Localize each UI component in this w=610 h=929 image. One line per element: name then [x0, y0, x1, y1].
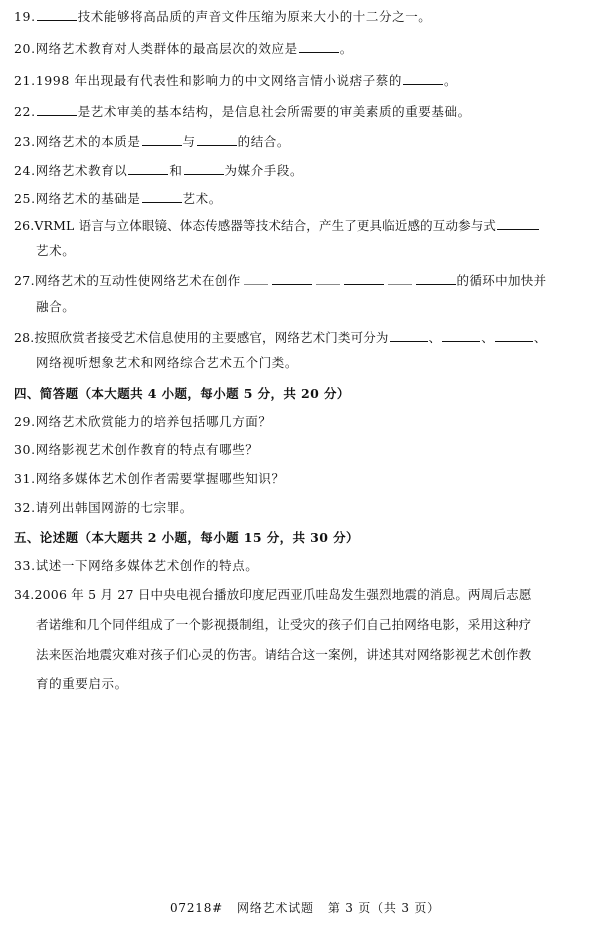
question-27-continued: 融合。	[36, 299, 76, 314]
question-33: 33.试述一下网络多媒体艺术创作的特点。	[14, 558, 259, 573]
question-23: 23.网络艺术的本质是 与 的结合。	[14, 134, 291, 149]
question-28-continued: 网络视听想象艺术和网络综合艺术五个门类。	[36, 355, 299, 370]
dash-separator	[244, 276, 268, 285]
question-28: 28.按照欣赏者接受艺术信息使用的主要感官，网络艺术门类可分为 、 、 、	[14, 330, 547, 345]
question-31: 31.网络多媒体艺术创作者需要掌握哪些知识？	[14, 471, 285, 486]
answer-blank	[403, 72, 443, 85]
question-25: 25.网络艺术的基础是 艺术。	[14, 191, 222, 206]
question-29: 29.网络艺术欣赏能力的培养包括哪几方面？	[14, 414, 272, 429]
question-34-line-2: 者诺维和几个同伴组成了一个影视摄制组，让受灾的孩子们自己拍网络电影，采用这种疗	[36, 617, 532, 632]
page-number: 第 3 页（共 3 页）	[327, 901, 440, 915]
question-26: 26.VRML 语言与立体眼镜、体态传感器等技术结合，产生了更具临近感的互动参与式	[14, 217, 540, 234]
question-22: 22. 是艺术审美的基本结构，是信息社会所需要的审美素质的重要基础。	[14, 104, 471, 119]
answer-blank	[142, 133, 182, 146]
dash-separator	[316, 276, 340, 285]
answer-blank	[142, 190, 182, 203]
question-20: 20.网络艺术教育对人类群体的最高层次的效应是 。	[14, 41, 353, 56]
section-4-heading: 四、简答题（本大题共 4 小题，每小题 5 分，共 20 分）	[14, 386, 350, 401]
answer-blank	[416, 272, 456, 285]
answer-blank	[497, 217, 539, 230]
dash-separator	[388, 276, 412, 285]
answer-blank	[197, 133, 237, 146]
answer-blank	[495, 329, 533, 342]
question-34-line-3: 法来医治地震灾难对孩子们心灵的伤害。请结合这一案例，讲述其对网络影视艺术创作教	[36, 647, 532, 662]
question-26-continued: 艺术。	[36, 243, 76, 258]
answer-blank	[344, 272, 384, 285]
answer-blank	[37, 103, 77, 116]
question-34: 34.2006 年 5 月 27 日中央电视台播放印度尼西亚爪哇岛发生强烈地震的消息。两周后志愿	[14, 587, 532, 602]
question-32: 32.请列出韩国网游的七宗罪。	[14, 500, 193, 515]
answer-blank	[37, 8, 77, 21]
answer-blank	[272, 272, 312, 285]
question-27: 27.网络艺术的互动性使网络艺术在创作 的循环中加快并	[14, 273, 547, 288]
question-24: 24.网络艺术教育以 和 为媒介手段。	[14, 163, 304, 178]
answer-blank	[442, 329, 480, 342]
question-30: 30.网络影视艺术创作教育的特点有哪些？	[14, 442, 259, 457]
answer-blank	[184, 162, 224, 175]
section-5-heading: 五、论述题（本大题共 2 小题，每小题 15 分，共 30 分）	[14, 530, 359, 545]
exam-title: 网络艺术试题	[237, 901, 314, 915]
question-21: 21.1998 年出现最有代表性和影响力的中文网络言情小说痞子蔡的 。	[14, 73, 458, 88]
question-19: 19. 技术能够将高品质的声音文件压缩为原来大小的十二分之一。	[14, 9, 432, 24]
answer-blank	[299, 40, 339, 53]
exam-code: 07218#	[170, 901, 224, 915]
question-34-line-4: 育的重要启示。	[36, 676, 128, 691]
answer-blank	[390, 329, 428, 342]
page-footer	[0, 899, 610, 916]
answer-blank	[128, 162, 168, 175]
